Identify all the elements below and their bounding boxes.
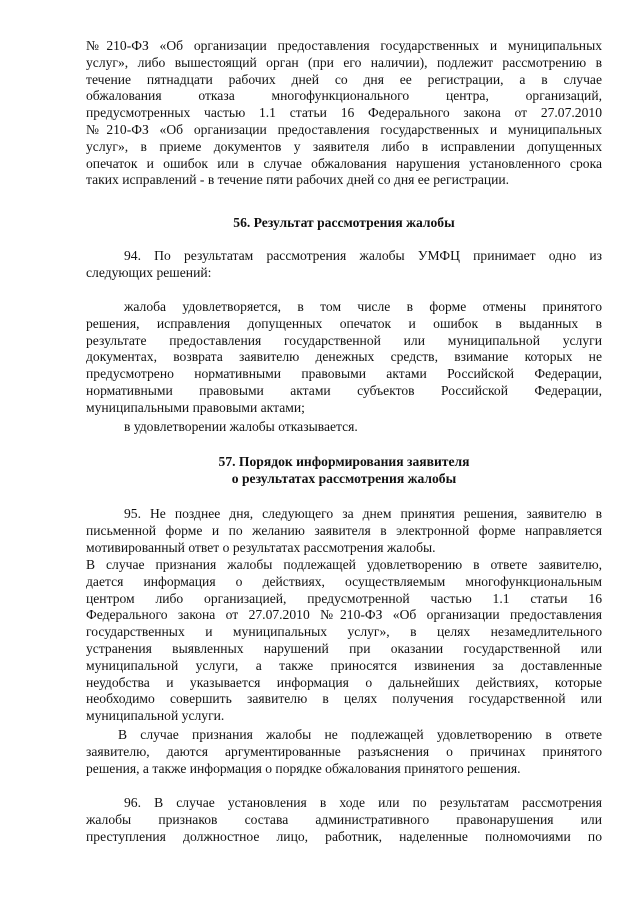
text-line: №210-ФЗ «Об организации предоставления государственных и муниципальных	[86, 38, 602, 53]
text-line: неудобства и указывается информация о дальнейших действиях, которые	[86, 674, 602, 690]
text-line: жалобы признаков состава административного правонарушения или	[86, 811, 602, 827]
text-line: услуг», в приеме документов у заявителя либо в исправлении допущенных	[86, 138, 602, 154]
text-line: документах, возврата заявителю денежных средств, взимание которых не	[86, 349, 602, 365]
text-line: 94. По результатам рассмотрения жалобы УМФЦ принимает одно из	[124, 248, 602, 263]
text-line: услуг», либо вышестоящий орган (при его наличии), подлежит рассмотрению в	[86, 54, 602, 70]
text-line: 95. Не позднее дня, следующего за днем принятия решения, заявителю в	[124, 506, 602, 521]
text-line: опечаток и ошибок или в случае обжалования нарушения установленного срока	[86, 155, 602, 171]
text-line: В случае признания жалобы не подлежащей удовлетворению в ответе	[118, 727, 602, 742]
text-line: преступления должностное лицо, работник, наделенные полномочиями по	[86, 828, 602, 844]
text-line: 96. В случае установления в ходе или по результатам рассмотрения	[124, 795, 602, 810]
text-line: центром либо организацией, предусмотренной частью 1.1 статьи 16	[86, 590, 602, 606]
section-56-title: 56. Результат рассмотрения жалобы	[233, 215, 455, 230]
text-line: письменной форме и по желанию заявителя в электронной форме направляется	[86, 522, 602, 538]
continuation-paragraph	[86, 38, 602, 189]
text-line: предусмотрено нормативными правовыми актами Российской Федерации,	[86, 366, 602, 382]
text-line: государственных и муниципальных услуг», в целях незамедлительного	[86, 624, 602, 640]
text-line: таких исправлений - в течение пяти рабочих дней со дня ее регистрации.	[86, 172, 510, 188]
text-line: результате предоставления государственной или муниципальной услуги	[86, 332, 602, 348]
paragraph-95	[86, 506, 602, 556]
decision-satisfied	[86, 299, 602, 417]
text-line: №210-ФЗ «Об организации предоставления государственных и муниципальных	[86, 121, 602, 137]
text-line: жалоба удовлетворяется, в том числе в форме отмены принятого	[124, 299, 602, 314]
text-line: течение пятнадцати рабочих дней со дня ее регистрации, а в случае	[86, 71, 602, 87]
text-line: в удовлетворении жалобы отказывается.	[124, 419, 358, 434]
text-line: заявителю, даются аргументированные разъяснения о причинах принятого	[86, 743, 602, 759]
text-line: муниципальной услуги, а также приносятся извинения за доставленные	[86, 657, 602, 673]
text-line: устранения выявленных нарушений при оказании государственной или	[86, 640, 602, 656]
text-line: мотивированный ответ о результатах рассмотрения жалобы.	[86, 539, 436, 555]
text-line: предусмотренных частью 1.1 статьи 16 Федерального закона от 27.07.2010	[86, 105, 602, 121]
paragraph-satisfied-case	[86, 557, 602, 725]
section-57-title: 57. Порядок информирования заявителя о результатах рассмотрения жалобы	[218, 454, 470, 486]
text-line: дается информация о действиях, осуществляемым многофункциональным	[86, 573, 602, 589]
text-line: Федерального закона от 27.07.2010 №210-ФЗ «Об организации предоставления	[86, 607, 602, 623]
text-line: В случае признания жалобы подлежащей удовлетворению в ответе заявителю,	[86, 557, 602, 572]
text-line: муниципальной услуги.	[86, 708, 225, 724]
paragraph-96	[86, 795, 602, 845]
text-line: следующих решений:	[86, 264, 212, 280]
decision-rejected	[86, 419, 602, 436]
text-line: решения, а также информация о порядке обжалования принятого решения.	[86, 760, 521, 776]
text-line: решения, исправления допущенных опечаток и ошибок в выданных в	[86, 315, 602, 331]
text-line: необходимо совершить заявителю в целях получения государственной или	[86, 691, 602, 707]
text-line: муниципальными правовыми актами;	[86, 399, 305, 415]
paragraph-94	[86, 248, 602, 282]
text-line: обжалования отказа многофункционального центра, организаций,	[86, 88, 602, 104]
paragraph-rejected-case	[86, 727, 602, 777]
text-line: нормативными правовыми актами субъектов Российской Федерации,	[86, 382, 602, 398]
